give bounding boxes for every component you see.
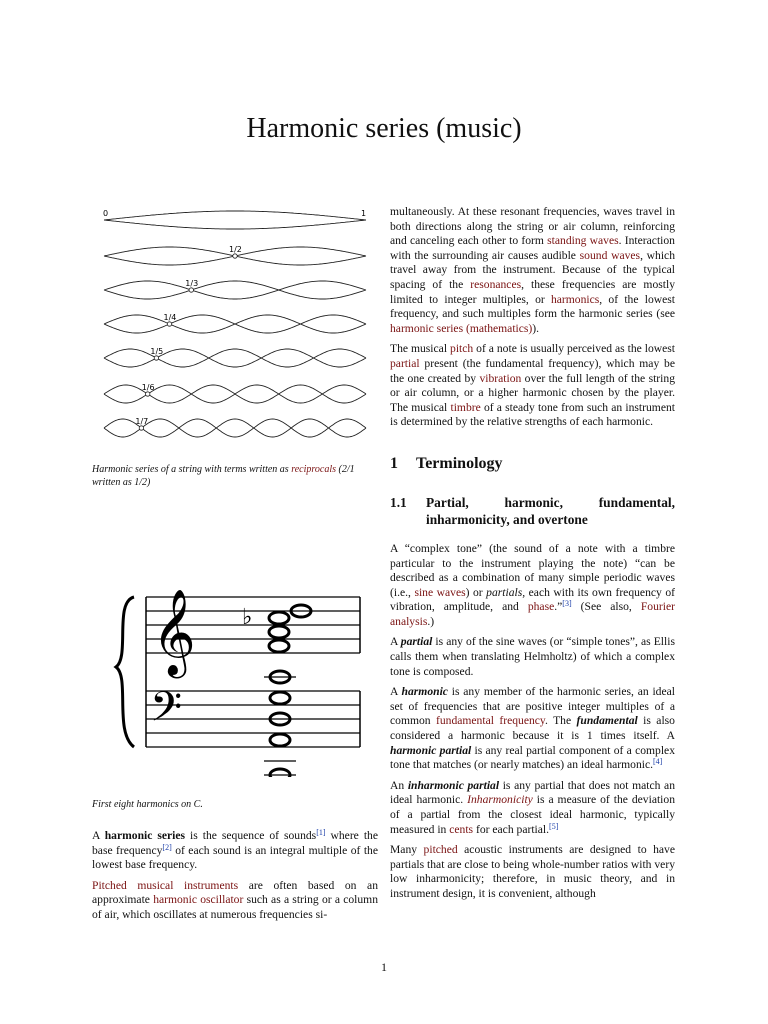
treble-clef-icon: 𝄞 bbox=[152, 589, 196, 675]
inharmonic-definition: An inharmonic partial is any partial that does not match an ideal harmonic. Inharmonicity is a measure of the deviation of a partial from the closest ideal harmonic, typically measured in cents for each partial.[5] bbox=[390, 778, 675, 836]
page-title: Harmonic series (music) bbox=[246, 113, 522, 144]
sine-waves-link[interactable]: sine waves bbox=[414, 585, 466, 599]
harmonic-series-definition: A harmonic series is the sequence of sounds[1] where the base frequency[2] of each sound is an integral multiple of the lowest base frequency. bbox=[92, 828, 378, 872]
partial-link[interactable]: partial bbox=[390, 356, 420, 370]
standing-waves-link[interactable]: standing waves bbox=[547, 234, 619, 248]
flat-icon: ♭ bbox=[242, 605, 253, 630]
reciprocals-link[interactable]: reciprocals bbox=[291, 464, 336, 475]
bass-clef-icon: 𝄢 bbox=[150, 683, 183, 741]
string-start-label: 0 bbox=[103, 209, 109, 218]
subsection-heading: 1.1 Partial, harmonic, fundamental, inharmonicity, and overtone bbox=[390, 494, 675, 527]
inharmonicity-link[interactable]: Inharmonicity bbox=[467, 793, 533, 807]
citation-1-link[interactable]: [1] bbox=[316, 828, 326, 837]
complex-tone-paragraph: A “complex tone” (the sound of a note with a timbre particular to the instrument playing the note) “can be described as a combination of many simple periodic waves (i.e., sine waves) or partials, each with its own frequency of vibration, amplitude, and phase.”[3] (See also, Fourier analysis.) bbox=[390, 541, 675, 628]
node-label: 1/5 bbox=[150, 347, 164, 356]
node-label: 1/7 bbox=[135, 417, 149, 426]
phase-link[interactable]: phase bbox=[527, 600, 555, 614]
pitch-link[interactable]: pitch bbox=[450, 342, 474, 356]
node-marker bbox=[167, 322, 171, 326]
partial-definition: A partial is any of the sine waves (or “simple tones”, as Ellis calls them when translating Helmholtz) of which a complex tone is composed. bbox=[390, 635, 675, 678]
citation-2-link[interactable]: [2] bbox=[162, 842, 172, 852]
string-mode-4-curve bbox=[104, 315, 366, 333]
citation-3-link[interactable]: [3] bbox=[562, 599, 572, 609]
right-column bbox=[390, 205, 675, 908]
section-heading-terminology: 1 Terminology bbox=[390, 454, 503, 472]
node-marker bbox=[139, 426, 143, 430]
string-mode-1-curve bbox=[104, 211, 366, 220]
pitch-paragraph: The musical pitch of a note is usually perceived as the lowest partial present (the fundamental frequency), which may be the one created by vibration over the full length of the string or air column, or a higher harmonic chosen by the player. The musical timbre of a steady tone from such an instrument is determined by the relative strengths of each harmonic. bbox=[390, 342, 675, 429]
node-label: 1/2 bbox=[229, 245, 242, 254]
node-marker bbox=[146, 392, 150, 396]
string-mode-3-curve bbox=[104, 281, 366, 299]
string-mode-3-curve bbox=[104, 281, 366, 299]
harmonic-definition: A harmonic is any member of the harmonic series, an ideal set of frequencies that are positive integer multiples of a common fundamental frequency. The fundamental is also considered a harmonic because it is 1 times itself. A harmonic partial is any real partial component of a complex tone that matches (or nearly matches) an ideal harmonic.[4] bbox=[390, 685, 675, 772]
resonance-paragraph: multaneously. At these resonant frequencies, waves travel in both directions along the string or air column, reinforcing and canceling each other to form standing waves. Interaction with the surrounding air causes audible sound waves, which travel away from the instrument. Because of the typical spacing of the resonances, these frequencies are mostly limited to integer multiples, or harmonics, of the lowest frequency, and such multiples form the harmonic series (see harmonic series (mathematics)). bbox=[390, 205, 676, 335]
pitched-link[interactable]: pitched bbox=[423, 843, 458, 857]
acoustic-instruments-paragraph: Many pitched acoustic instruments are designed to have partials that are close to being whole-number ratios with very low inharmonicity; therefore, in music theory, and in instrument design, it is convenient, although bbox=[390, 843, 675, 900]
bass-chord bbox=[264, 671, 296, 777]
figure1-caption: Harmonic series of a string with terms written as reciprocals (2/1 written as 1/2) bbox=[92, 464, 355, 488]
grand-staff-brace bbox=[116, 597, 134, 747]
harmonics-staff-figure bbox=[92, 507, 378, 777]
pitched-instruments-paragraph: Pitched musical instruments are often based on an approximate harmonic oscillator such as a string or a column of air, which oscillates at numerous frequencies si- bbox=[92, 878, 378, 921]
string-end-label: 1 bbox=[361, 209, 367, 218]
harmonics-link[interactable]: harmonics bbox=[550, 292, 600, 306]
citation-4-link[interactable]: [4] bbox=[653, 757, 663, 767]
resonances-link[interactable]: resonances bbox=[470, 277, 522, 291]
harmonic-oscillator-link[interactable]: harmonic oscillator bbox=[153, 893, 244, 907]
left-column bbox=[92, 198, 378, 929]
vibration-link[interactable]: vibration bbox=[479, 371, 522, 385]
string-mode-1-curve bbox=[104, 220, 366, 229]
cents-link[interactable]: cents bbox=[449, 822, 474, 836]
fourier-analysis-link[interactable]: Fourier analysis bbox=[390, 600, 675, 628]
node-label: 1/4 bbox=[163, 313, 177, 322]
page-number: 1 bbox=[381, 960, 387, 974]
node-label: 1/6 bbox=[141, 383, 155, 392]
timbre-link[interactable]: timbre bbox=[450, 400, 481, 414]
citation-5-link[interactable]: [5] bbox=[549, 821, 559, 831]
harmonic-series-math-link[interactable]: harmonic series (mathematics) bbox=[390, 321, 533, 335]
node-label: 1/3 bbox=[185, 279, 199, 288]
harmonic-string-diagram bbox=[92, 198, 378, 448]
pitched-instruments-link[interactable]: Pitched musical instruments bbox=[92, 878, 239, 892]
node-marker bbox=[154, 356, 158, 360]
treble-chord bbox=[242, 605, 311, 652]
node-marker bbox=[189, 288, 193, 292]
sound-waves-link[interactable]: sound waves bbox=[579, 248, 641, 262]
figure2-caption: First eight harmonics on C. bbox=[92, 799, 203, 810]
node-marker bbox=[233, 254, 237, 258]
fundamental-frequency-link[interactable]: fundamental frequency bbox=[436, 714, 545, 728]
